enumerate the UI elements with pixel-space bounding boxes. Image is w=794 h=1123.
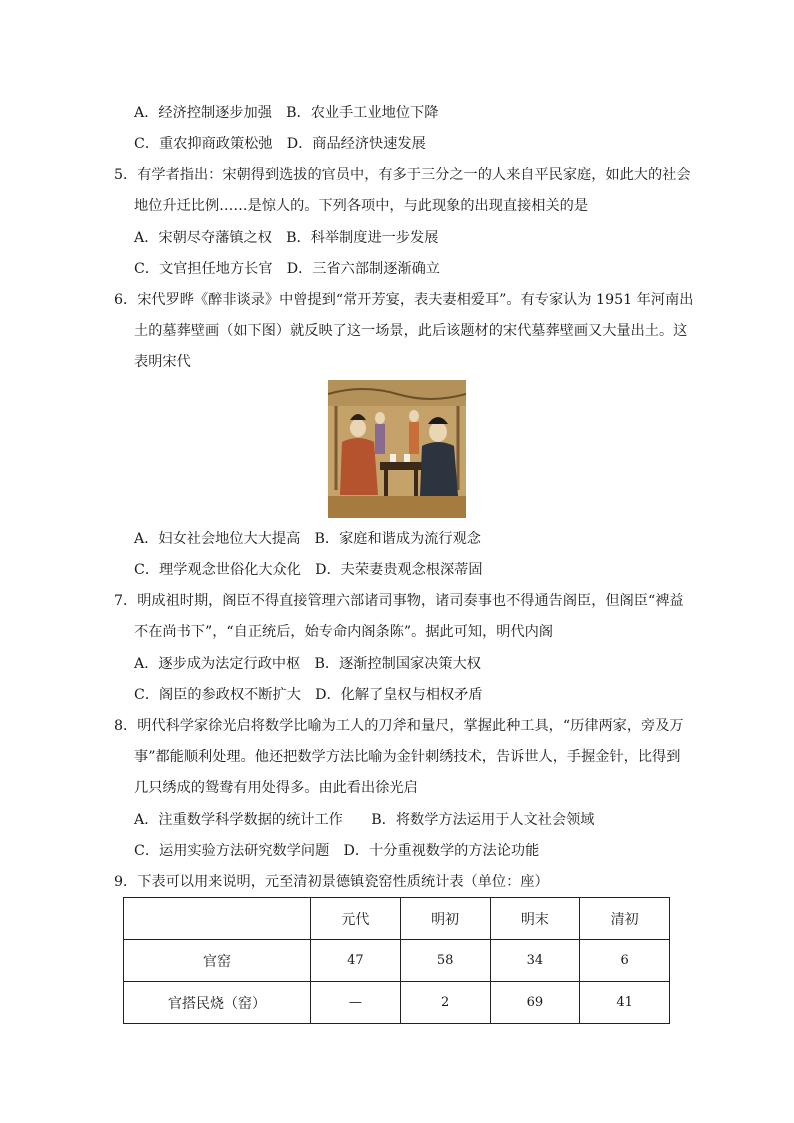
table-cell: 2: [400, 982, 490, 1024]
table-header-cell: 明末: [490, 898, 580, 940]
q7-option-ab: A．逐步成为法定行政中枢 B．逐渐控制国家决策大权: [134, 656, 481, 672]
q7-stem-line-1: 7．明成祖时期，阁臣不得直接管理六部诸司事物，诸司奏事也不得通告阁臣，但阁臣“裨益: [114, 593, 684, 609]
table-cell: 6: [580, 940, 670, 982]
q8-stem-line-2: 事”都能顺利处理。他还把数学方法比喻为金针刺绣技术，告诉世人，手握金针，比得到: [134, 749, 681, 765]
q5-stem-line-1: 5．有学者指出：宋朝得到选拔的官员中，有多于三分之一的人来自平民家庭，如此大的社会: [114, 167, 691, 183]
q8-stem-line-3: 几只绣成的鸳鸯有用处得多。由此看出徐光启: [134, 780, 418, 796]
tomb-mural-image: [328, 380, 466, 518]
q7-stem-line-2: 不在尚书下”，“自正统后，始专命内阁条陈”。据此可知，明代内阁: [134, 624, 554, 640]
table-cell: 34: [490, 940, 580, 982]
table-header-cell: 清初: [580, 898, 670, 940]
table-header-cell: 明初: [400, 898, 490, 940]
table-cell: 官搭民烧（窑）: [124, 982, 311, 1024]
table-header-row: [124, 898, 670, 940]
table-cell: 47: [311, 940, 401, 982]
q7-option-cd: C．阁臣的参政权不断扩大 D．化解了皇权与相权矛盾: [134, 687, 483, 703]
q5-option-cd: C．文官担任地方长官 D．三省六部制逐渐确立: [134, 261, 440, 277]
table-cell: —: [311, 982, 401, 1024]
kiln-statistics-table: [123, 897, 670, 1024]
q4-option-ab: A．经济控制逐步加强 B．农业手工业地位下降: [134, 105, 439, 121]
q5-stem-line-2: 地位升迁比例……是惊人的。下列各项中，与此现象的出现直接相关的是: [134, 198, 589, 214]
table-cell: 69: [490, 982, 580, 1024]
table-row: [124, 982, 670, 1024]
q6-option-cd: C．理学观念世俗化大众化 D．夫荣妻贵观念根深蒂固: [134, 562, 483, 578]
q6-stem-line-1: 6．宋代罗晔《醉非谈录》中曾提到“常开芳宴，表夫妻相爱耳”。有专家认为 1951 年河南出: [114, 292, 694, 308]
q5-option-ab: A．宋朝尽夺藩镇之权 B．科举制度进一步发展: [134, 230, 439, 246]
q6-option-ab: A．妇女社会地位大大提高 B．家庭和谐成为流行观念: [134, 531, 481, 547]
table-row: [124, 940, 670, 982]
q4-option-cd: C．重农抑商政策松弛 D．商品经济快速发展: [134, 136, 426, 152]
table-cell: 58: [400, 940, 490, 982]
q9-stem: 9．下表可以用来说明，元至清初景德镇瓷窑性质统计表（单位：座）: [114, 874, 549, 890]
q8-stem-line-1: 8．明代科学家徐光启将数学比喻为工人的刀斧和量尺，掌握此种工具，“历律两家，旁及万: [114, 718, 684, 734]
q8-option-ab: A．注重数学科学数据的统计工作 B．将数学方法运用于人文社会领域: [134, 812, 595, 828]
table-cell: 官窑: [124, 940, 311, 982]
table-cell: 41: [580, 982, 670, 1024]
q8-option-cd: C．运用实验方法研究数学问题 D．十分重视数学的方法论功能: [134, 843, 540, 859]
table-header-cell: 元代: [311, 898, 401, 940]
table-header-cell: [124, 898, 311, 940]
q6-stem-line-3: 表明宋代: [134, 354, 191, 370]
q6-stem-line-2: 土的墓葬壁画（如下图）就反映了这一场景，此后该题材的宋代墓葬壁画又大量出土。这: [134, 323, 688, 339]
